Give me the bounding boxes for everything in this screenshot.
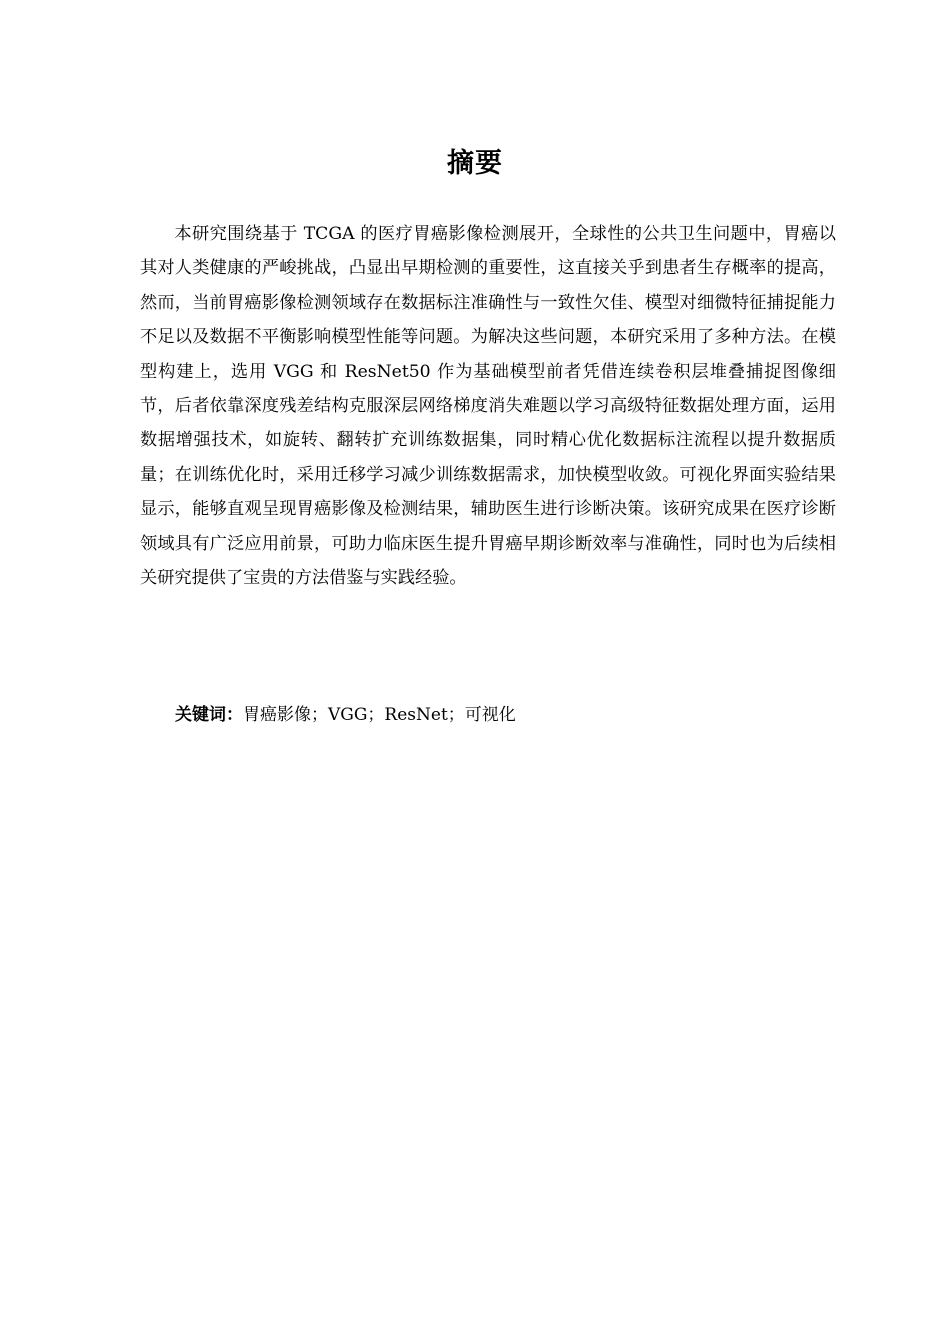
- abstract-title: 摘要: [447, 148, 503, 179]
- keywords-line: [175, 698, 835, 732]
- keywords-label: 关键词：: [175, 705, 243, 725]
- abstract-paragraph: 本研究围绕基于 TCGA 的医疗胃癌影像检测展开，全球性的公共卫生问题中，胃癌以其对人类健康的严峻挑战，凸显出早期检测的重要性，这直接关乎到患者生存概率的提高，然而，当前胃癌影像检测领域存在数据标注准确性与一致性欠佳、模型对细微特征捕捉能力不足以及数据不平衡影响模型性能等问题。为解决这些问题，本研究采用了多种方法。在模型构建上，选用 VGG 和 ResNet50 作为基础模型前者凭借连续卷积层堆叠捕捉图像细节，后者依靠深度残差结构克服深层网络梯度消失难题以学习高级特征数据处理方面，运用数据增强技术，如旋转、翻转扩充训练数据集，同时精心优化数据标注流程以提升数据质量；在训练优化时，采用迁移学习减少训练数据需求，加快模型收敛。可视化界面实验结果显示，能够直观呈现胃癌影像及检测结果，辅助医生进行诊断决策。该研究成果在医疗诊断领域具有广泛应用前景，可助力临床医生提升胃癌早期诊断效率与准确性，同时也为后续相关研究提供了宝贵的方法借鉴与实践经验。: [140, 224, 836, 589]
- abstract-body: [140, 217, 836, 595]
- keywords-value: 胃癌影像；VGG；ResNet；可视化: [243, 705, 516, 725]
